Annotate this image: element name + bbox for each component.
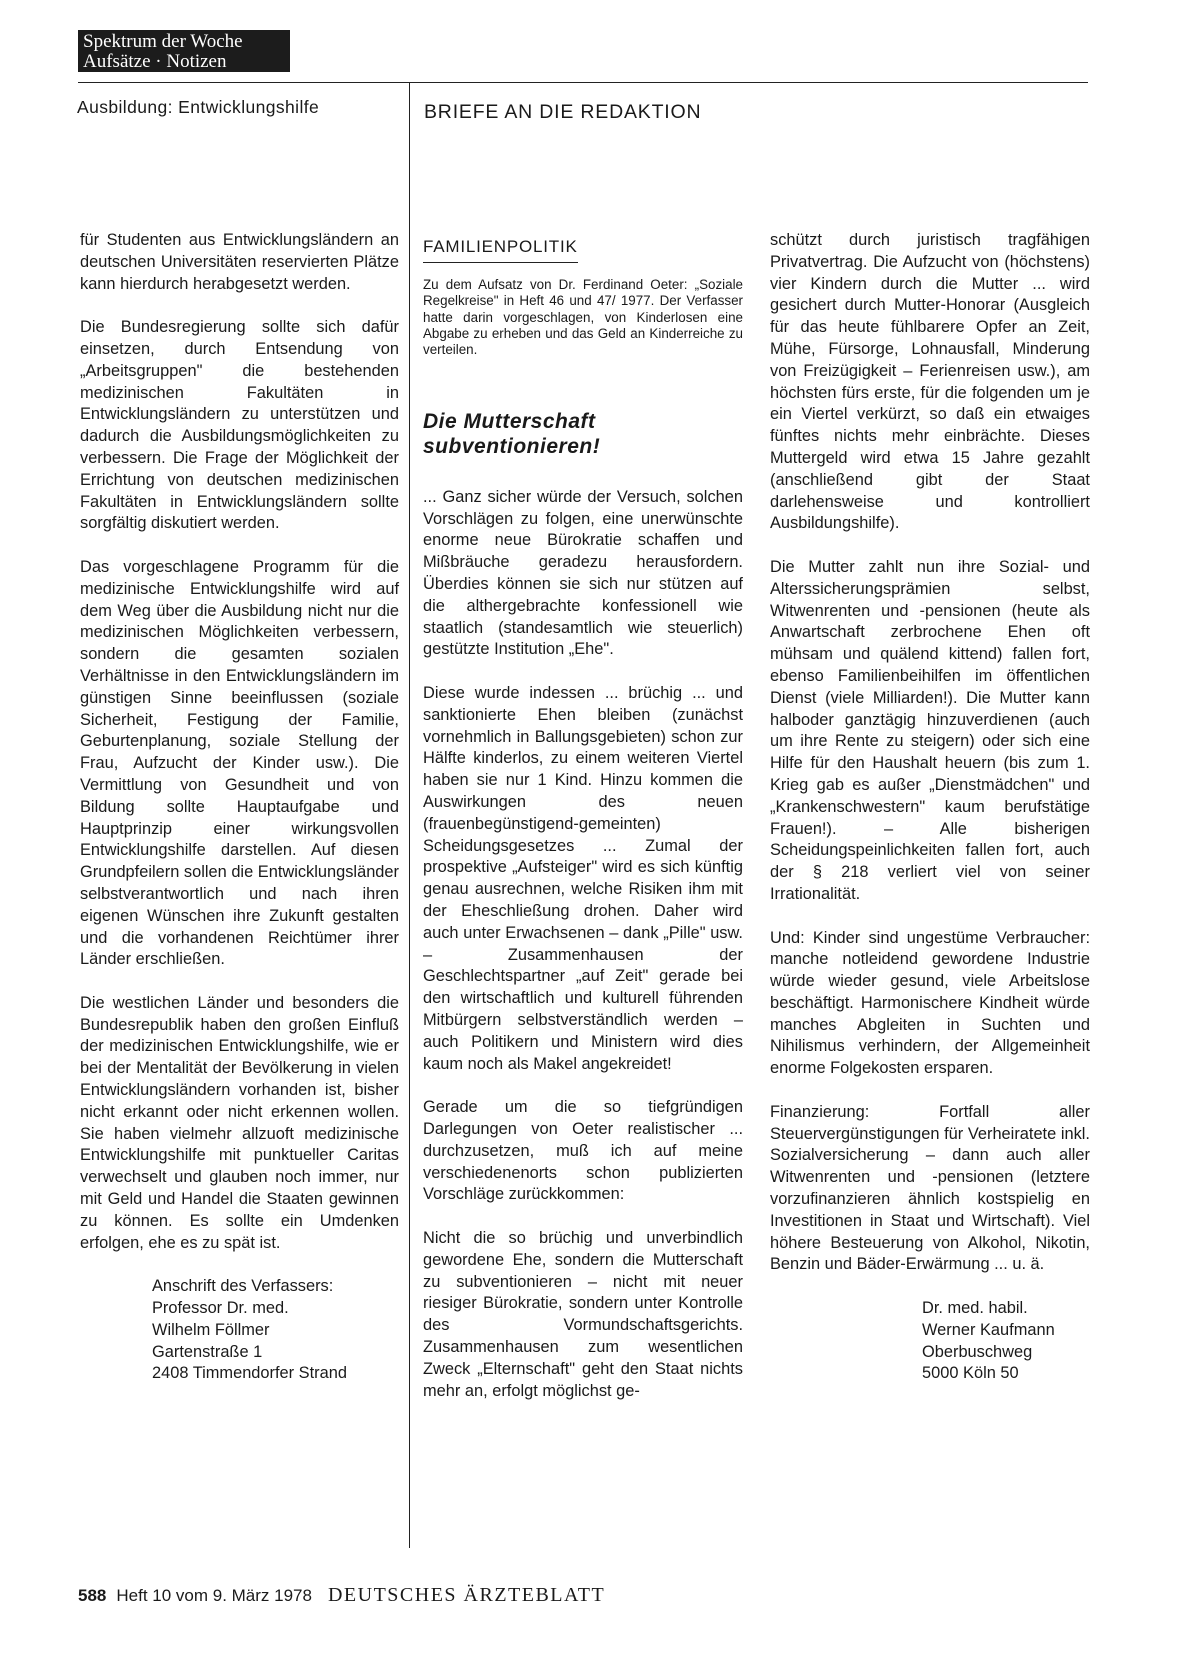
header-rule	[78, 82, 1088, 83]
section-title-right: BRIEFE AN DIE REDAKTION	[424, 101, 702, 123]
paragraph: Die westlichen Länder und besonders die Bundesrepublik haben den großen Einfluß der medizinischen Entwicklungshilfe, wie er bei der Mentalität der Bevölkerung in vielen Entwicklungsländern vorhanden ist, bisher nicht erkannt oder nicht erkennen wollen. Sie haben vielmehr allzuoft medizinische Entwicklungshilfe mit punktueller Caritas verwechselt und glauben noch immer, nur mit Geld und Handel die Staaten gewinnen zu können. Es sollte ein Umdenken erfolgen, ehe es zu spät ist.	[80, 993, 399, 1252]
letter-headline: Die Mutterschaft subventionieren!	[423, 409, 601, 458]
paragraph: für Studenten aus Entwicklungsländern an deutschen Universitäten reservierten Plätze kann hierdurch herabgesetzt werden.	[80, 231, 399, 293]
column-1	[80, 230, 399, 1385]
masthead-line-1: Spektrum der Woche	[83, 31, 243, 52]
paragraph: Das vorgeschlagene Programm für die medizinische Entwicklungshilfe wird auf dem Weg über die Ausbildung nicht nur die medizinischen Möglichkeiten verbessern, sondern die gesamten sozialen Verhältnisse in den Entwicklungsländern im günstigen Sinne beeinflussen (soziale Sicherheit, Festigung der Familie, Geburtenplanung, soziale Stellung der Frau, Aufzucht der Kinder usw.). Die Vermittlung von Gesundheit und von Bildung sollte Hauptaufgabe und Hauptprinzip einer wirkungsvollen Entwicklungshilfe darstellen. Auf diesen Grundpfeilern sollen die Entwicklungsländer selbstverantwortlich und nach ihren eigenen Wünschen ihre Zukunft gestalten und die vorhandenen Reichtümer ihrer Länder erschließen.	[80, 557, 399, 969]
section-title-left: Ausbildung: Entwicklungshilfe	[77, 97, 320, 117]
masthead	[78, 30, 290, 72]
issue-info: Heft 10 vom 9. März 1978	[116, 1586, 312, 1605]
letter-signature: Dr. med. habil. Werner Kaufmann Oberbuschweg 5000 Köln 50	[922, 1299, 1055, 1383]
column-2	[423, 230, 743, 1424]
magazine-name: DEUTSCHES ÄRZTEBLATT	[327, 1584, 606, 1606]
paragraph: Finanzierung: Fortfall aller Steuervergünstigungen für Verheiratete inkl. Sozialversicherung – dann auch aller Witwenrenten und -pensionen (letztere vorzufinanzieren ähnlich kostspielig en Investitionen in Staat und Wirtschaft). Viel höhere Besteuerung von Alkohol, Nikotin, Benzin und Bäder-Erwärmung ... u. ä.	[770, 1102, 1090, 1274]
author-address: Anschrift des Verfassers: Professor Dr. med. Wilhelm Föllmer Gartenstraße 1 2408 Timmendorfer Strand	[152, 1277, 347, 1383]
paragraph: ... Ganz sicher würde der Versuch, solchen Vorschlägen zu folgen, eine unerwünschte enorme neue Bürokratie schaffen und Mißbräuche geradezu herausfordern. Überdies können sie sich nur stützen auf die althergebrachte konfessionell wie staatlich (standesamtlich wie steuerlich) gestützte Institution „Ehe".	[423, 487, 743, 659]
paragraph: Diese wurde indessen ... brüchig ... und sanktionierte Ehen bleiben (zunächst vornehmlich in Ballungsgebieten) schon zur Hälfte kinderlos, zu einem weiteren Viertel haben sie nur 1 Kind. Hinzu kommen die Auswirkungen des neuen (frauenbegünstigend-gemeinten) Scheidungsgesetzes ... Zumal der prospektive „Aufsteiger" wird es sich künftig genau ausrechnen, welche Risiken ihm mit der Eheschließung drohen. Daher wird auch unter Erwachsenen – dank „Pille" usw. – Zusammenhausen der Geschlechtspartner „auf Zeit" gerade bei den wirtschaftlich und kulturell führenden Mitbürgern selbstverständlich werden – auch Politikern und Ministern wird dies kaum noch als Makel angekreidet!	[423, 684, 743, 1073]
paragraph: Gerade um die so tiefgründigen Darlegungen von Oeter realistischer ... durchzusetzen, muß ich auf meine verschiedenenorts schon publizierten Vorschläge zurückkommen:	[423, 1098, 743, 1204]
paragraph: Und: Kinder sind ungestüme Verbraucher: manche notleidend gewordene Industrie würde wieder gesund, viele Arbeitslose beschäftigt. Harmonischere Kindheit würde manches Abgleiten in Suchten und Nihilismus verhindern, der Allgemeinheit enorme Folgekosten ersparen.	[770, 928, 1090, 1078]
page-number: 588	[78, 1586, 107, 1605]
masthead-line-2: Aufsätze · Notizen	[83, 51, 227, 72]
column-3	[770, 230, 1090, 1385]
page-footer	[78, 1584, 605, 1607]
paragraph: schützt durch juristisch tragfähigen Privatvertrag. Die Aufzucht von (höchstens) vier Kindern durch die Mutter ... wird gesichert durch Mutter-Honorar (Ausgleich für das heute fühlbarere Opfer an Zeit, Mühe, Fürsorge, Lohnausfall, Minderung von Freizügigkeit – Ferienreisen usw.), am höchsten fürs erste, für die folgenden um je ein Viertel verkürzt, so daß ein etwaiges fünftes nichts mehr einbrächte. Dieses Muttergeld wird etwa 15 Jahre gezahlt (anschließend gibt der Staat darlehensweise und kontrolliert Ausbildungshilfe).	[770, 231, 1090, 533]
column-divider	[409, 83, 410, 1548]
paragraph: Die Mutter zahlt nun ihre Sozial- und Alterssicherungsprämien selbst, Witwenrenten und -pensionen (heute als Anwartschaft zerbrochene Ehen oft mühsam und quälend kittend) fallen fort, ebenso Familienbeihilfen im öffentlichen Dienst (viele Milliarden!). Die Mutter kann halboder ganztägig hinzuverdienen (auch um ihre Rente zu steigern) oder sich eine Hilfe für den Haushalt heuern (bis zum 1. Krieg gab es außer „Dienstmädchen" und „Krankenschwestern" kaum berufstätige Frauen!). – Alle bisherigen Scheidungspeinlichkeiten fallen fort, auch der § 218 verliert viel von seiner Irrationalität.	[770, 557, 1090, 903]
letter-intro: Zu dem Aufsatz von Dr. Ferdinand Oeter: „Soziale Regelkreise" in Heft 46 und 47/ 1977. Der Verfasser hatte darin vorgeschlagen, von Kinderlosen eine Abgabe zu erheben und das Geld an Kinderreiche zu verteilen.	[423, 276, 743, 358]
paragraph: Nicht die so brüchig und unverbindlich gewordene Ehe, sondern die Mutterschaft zu subventionieren – nicht mit neuer riesiger Bürokratie, sondern unter Kontrolle des Vormundschaftsgerichts. Zusammenhausen zum wesentlichen Zweck „Elternschaft" geht den Staat nichts mehr an, erfolgt möglichst ge-	[423, 1228, 743, 1400]
topic-heading: FAMILIENPOLITIK	[423, 236, 578, 263]
paragraph: Die Bundesregierung sollte sich dafür einsetzen, durch Entsendung von „Arbeitsgruppen" die bestehenden medizinischen Fakultäten in Entwicklungsländern zu unterstützen und dadurch die Ausbildungsmöglichkeiten zu verbessern. Die Frage der Möglichkeit der Errichtung von deutschen medizinischen Fakultäten in Entwicklungsländern sollte sorgfältig diskutiert werden.	[80, 318, 399, 533]
